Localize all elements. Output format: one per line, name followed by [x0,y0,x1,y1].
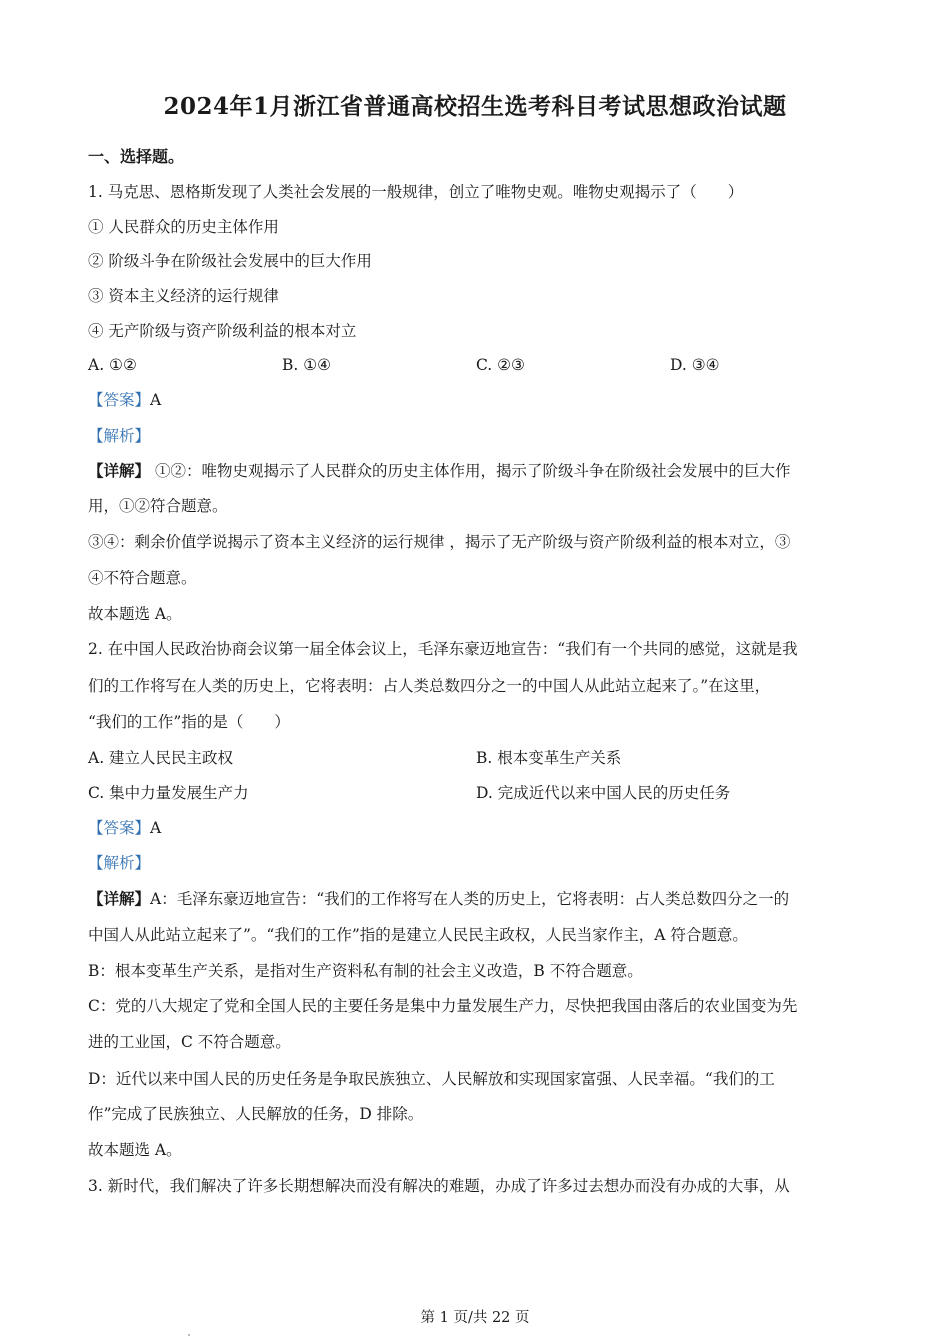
scan-dot [188,1334,190,1336]
analysis-tag: 【解析】 [88,427,151,445]
q2-detail-line: 作”完成了民族独立、人民解放的任务，D 排除。 [88,1105,424,1123]
answer-tag: 【答案】 [88,391,151,409]
answer-tag: 【答案】 [88,819,151,837]
q1-detail-line: ④不符合题意。 [88,569,197,587]
q1-stem: 1. 马克思、恩格斯发现了人类社会发展的一般规律，创立了唯物史观。唯物史观揭示了（ ） [88,183,744,201]
q1-option-a: A. ①② [88,356,137,374]
q1-detail-line: 故本题选 A。 [88,605,182,623]
q2-option-d: D. 完成近代以来中国人民的历史任务 [476,784,731,802]
q1-item: ① 人民群众的历史主体作用 [88,218,279,236]
page-footer: 第 1 页/共 22 页 [420,1310,530,1326]
q2-option-c: C. 集中力量发展生产力 [88,784,249,802]
q3-stem: 3. 新时代，我们解决了许多长期想解决而没有解决的难题，办成了许多过去想办而没有办成的大事，从 [88,1177,790,1195]
q1-item: ③ 资本主义经济的运行规律 [88,287,279,305]
q2-option-a: A. 建立人民民主政权 [88,749,234,767]
q1-option-b: B. ①④ [282,356,332,374]
q2-stem-line: 们的工作将写在人类的历史上，它将表明：占人类总数四分之一的中国人从此站立起来了。”在这里， [88,677,771,695]
q2-option-b: B. 根本变革生产关系 [476,749,622,767]
detail-text: ①②：唯物史观揭示了人民群众的历史主体作用，揭示了阶级斗争在阶级社会发展中的巨大作 [150,462,791,480]
q2-analysis [88,852,150,874]
q1-detail-line [88,460,790,482]
q2-answer [88,817,161,839]
q1-analysis [88,425,150,447]
q1-answer [88,389,161,411]
q1-detail-line: ③④：剩余价值学说揭示了资本主义经济的运行规律 ，揭示了无产阶级与资产阶级利益的根本对立，③ [88,533,791,551]
q1-option-c: C. ②③ [476,356,525,374]
q2-stem-line: “我们的工作”指的是（ ） [88,713,290,731]
analysis-tag: 【解析】 [88,854,151,872]
q2-detail-line: C：党的八大规定了党和全国人民的主要任务是集中力量发展生产力，尽快把我国由落后的农业国变为先 [88,997,798,1015]
answer-value: A [150,819,162,837]
answer-value: A [150,391,162,409]
section-heading: 一、选择题。 [88,147,185,166]
q2-detail-line: D：近代以来中国人民的历史任务是争取民族独立、人民解放和实现国家富强、人民幸福。“我们的工 [88,1070,775,1088]
detail-text: A：毛泽东豪迈地宣告：“我们的工作将写在人类的历史上，它将表明：占人类总数四分之一的 [150,890,790,908]
detail-tag: 【详解】 [88,889,151,908]
q2-detail-line: 故本题选 A。 [88,1141,182,1159]
q1-option-d: D. ③④ [670,356,720,374]
q2-detail-line [88,888,789,910]
detail-tag: 【详解】 [88,461,151,480]
page-title: 2024年1月浙江省普通高校招生选考科目考试思想政治试题 [163,93,787,120]
q2-detail-line: 进的工业国，C 不符合题意。 [88,1033,291,1051]
q1-item: ② 阶级斗争在阶级社会发展中的巨大作用 [88,252,372,270]
q2-detail-line: 中国人从此站立起来了”。“我们的工作”指的是建立人民民主政权，人民当家作主，A 符合题意。 [88,926,748,944]
q1-detail-line: 用，①②符合题意。 [88,497,228,515]
q1-item: ④ 无产阶级与资产阶级利益的根本对立 [88,322,357,340]
q2-stem-line: 2. 在中国人民政治协商会议第一届全体会议上，毛泽东豪迈地宣告：“我们有一个共同的感觉，这就是我 [88,640,798,658]
q2-detail-line: B：根本变革生产关系，是指对生产资料私有制的社会主义改造，B 不符合题意。 [88,962,643,980]
